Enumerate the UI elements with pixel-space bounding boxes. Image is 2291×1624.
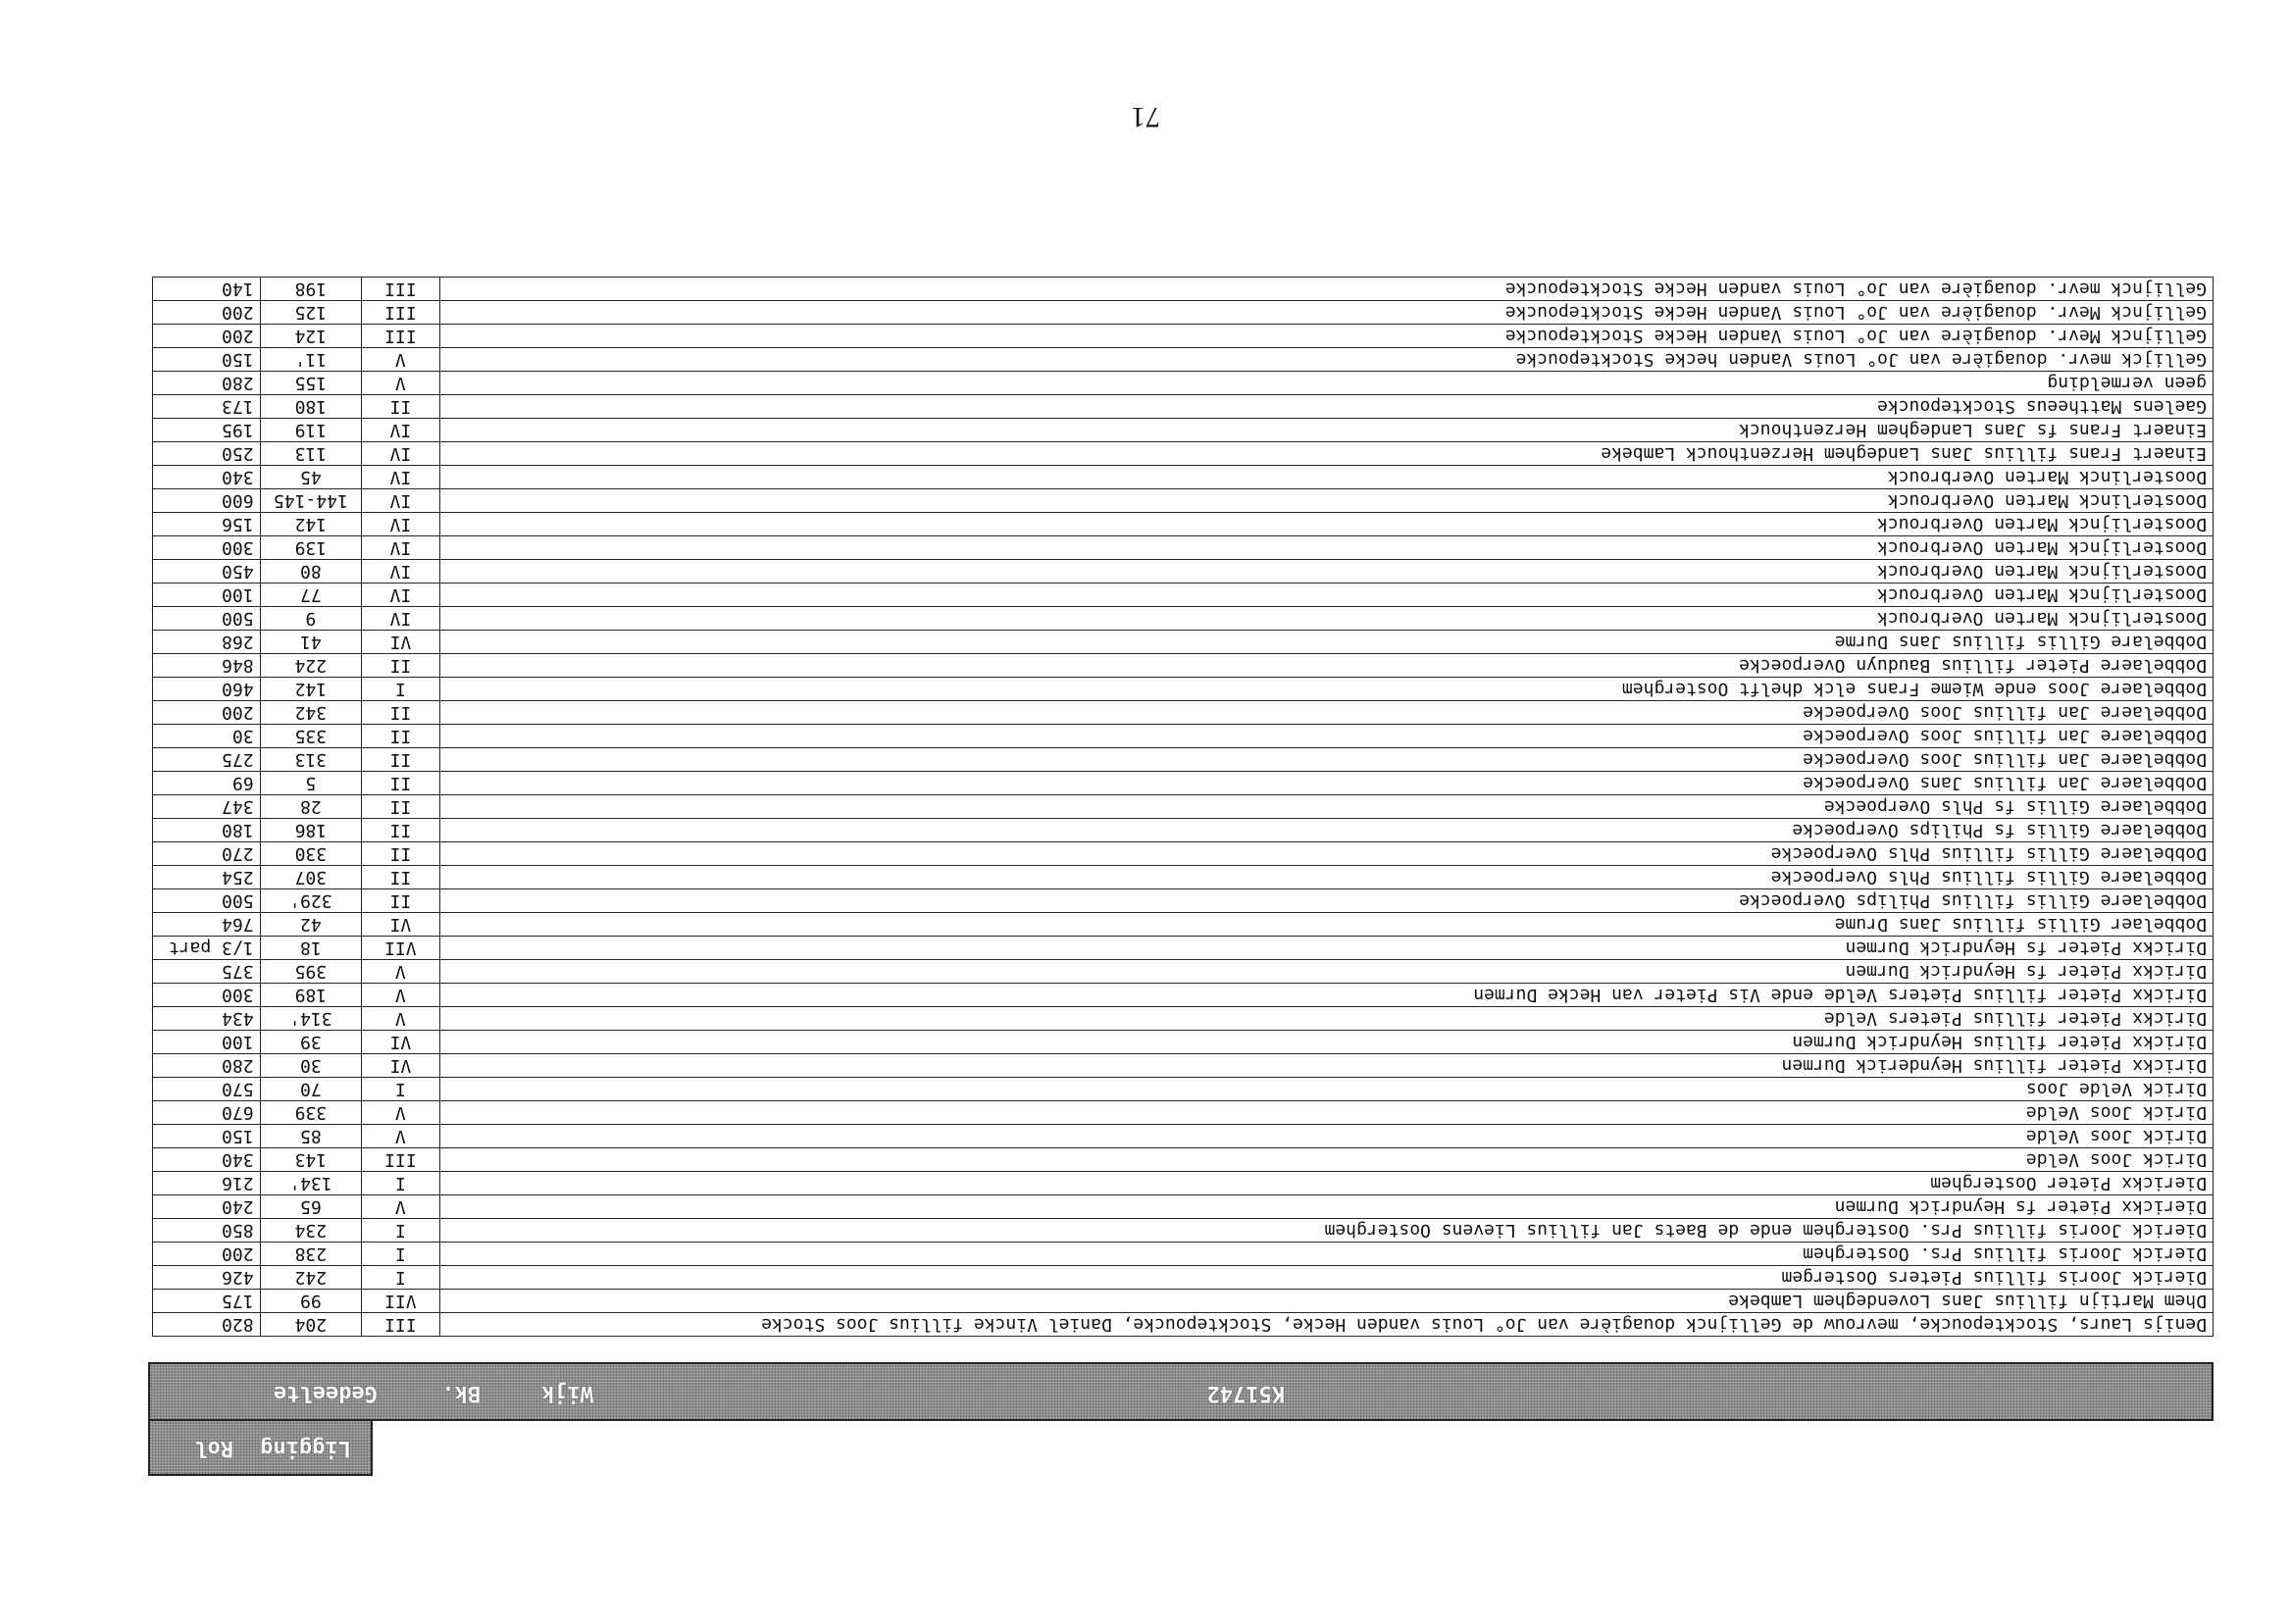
row-volume: VI [362, 1031, 439, 1054]
table-row [153, 960, 2214, 984]
table-row [153, 678, 2214, 701]
table-row [153, 607, 2214, 631]
row-area: 254 [153, 866, 261, 889]
row-area: 340 [153, 466, 261, 489]
row-area: 200 [153, 301, 261, 325]
row-description: Einaert Frans fs Jans Landeghem Herzenthouck [439, 419, 2213, 442]
row-area: 340 [153, 1148, 261, 1172]
row-description: Dirickx Pieter fillius Pieters Velde ende Vis Pieter van Hecke Durmen [439, 984, 2213, 1007]
row-area: 347 [153, 795, 261, 819]
table-row [153, 489, 2214, 513]
row-folio: 186 [260, 819, 362, 842]
table-row [153, 1172, 2214, 1195]
row-description: Dobbelare Gillis fillius Jans Durme [439, 631, 2213, 654]
row-description: Denijs Laurs, Stocktepoucke, mevrouw de Gellijnck douagière van Jo° Louis vanden Hecke, Stocktepoucke, Daniel Vincke fillius Joos Stocke [439, 1313, 2213, 1337]
table-row [153, 1266, 2214, 1290]
table-row [153, 819, 2214, 842]
row-description: Dirick Joos Velde [439, 1148, 2213, 1172]
table-row [153, 419, 2214, 442]
row-area: 195 [153, 419, 261, 442]
row-volume: IV [362, 489, 439, 513]
row-folio: 330 [260, 842, 362, 866]
row-volume: VI [362, 913, 439, 937]
table-row [153, 913, 2214, 937]
register-table-body [153, 278, 2214, 1337]
row-description: Dirickx Pieter fillius Pieters Velde [439, 1007, 2213, 1031]
row-area: 69 [153, 772, 261, 795]
row-volume: V [362, 1007, 439, 1031]
table-row [153, 795, 2214, 819]
row-area: 240 [153, 1195, 261, 1219]
row-folio: 198 [260, 278, 362, 301]
row-volume: I [362, 678, 439, 701]
row-description: Dobbelaere Gillis fillius Phls Overpoecke [439, 842, 2213, 866]
row-area: 270 [153, 842, 261, 866]
table-row [153, 278, 2214, 301]
row-area: 156 [153, 513, 261, 536]
table-row [153, 513, 2214, 536]
row-volume: IV [362, 513, 439, 536]
row-volume: IV [362, 442, 439, 466]
row-description: Doosterlijnck Marten Overbrouck [439, 536, 2213, 560]
row-volume: III [362, 301, 439, 325]
row-area: 268 [153, 631, 261, 654]
row-area: 180 [153, 819, 261, 842]
table-row [153, 1243, 2214, 1266]
row-folio: 189 [260, 984, 362, 1007]
row-description: Dobbelaere Jan fillius Joos Overpoecke [439, 725, 2213, 748]
row-folio: 42 [260, 913, 362, 937]
row-folio: 142 [260, 513, 362, 536]
row-volume: I [362, 1219, 439, 1243]
header-banner [148, 1362, 2214, 1421]
table-row [153, 1031, 2214, 1054]
row-area: 600 [153, 489, 261, 513]
table-row [153, 1007, 2214, 1031]
row-folio: 314' [260, 1007, 362, 1031]
row-description: Dirickx Pieter fs Heyndrick Durmen [439, 960, 2213, 984]
row-volume: IV [362, 560, 439, 584]
row-folio: 144-145 [260, 489, 362, 513]
row-volume: III [362, 1313, 439, 1337]
table-row [153, 560, 2214, 584]
row-folio: 335 [260, 725, 362, 748]
row-folio: 5 [260, 772, 362, 795]
row-folio: 70 [260, 1078, 362, 1101]
row-folio: 18 [260, 937, 362, 960]
row-description: Dobbelaere Jan fillius Jans Overpoecke [439, 772, 2213, 795]
table-row [153, 372, 2214, 395]
row-folio: 180 [260, 395, 362, 419]
row-volume: II [362, 866, 439, 889]
row-volume: I [362, 1172, 439, 1195]
row-folio: 143 [260, 1148, 362, 1172]
row-description: Dirick Joos Velde [439, 1101, 2213, 1125]
row-area: 450 [153, 560, 261, 584]
row-folio: 139 [260, 536, 362, 560]
row-area: 100 [153, 584, 261, 607]
table-row [153, 442, 2214, 466]
row-area: 570 [153, 1078, 261, 1101]
row-description: Doosterlinck Marten Overbrouck [439, 489, 2213, 513]
row-description: Dierickx Pieter Oosterghem [439, 1172, 2213, 1195]
row-volume: V [362, 372, 439, 395]
row-folio: 85 [260, 1125, 362, 1148]
row-area: 764 [153, 913, 261, 937]
row-volume: IV [362, 419, 439, 442]
row-area: 216 [153, 1172, 261, 1195]
row-description: Doosterlijnck Marten Overbrouck [439, 607, 2213, 631]
row-description: Dobbelaere Gillis fillius Philips Overpoecke [439, 889, 2213, 913]
row-volume: V [362, 984, 439, 1007]
row-description: Doosterlinck Marten Overbrouck [439, 466, 2213, 489]
row-folio: 113 [260, 442, 362, 466]
row-volume: IV [362, 466, 439, 489]
row-volume: VII [362, 937, 439, 960]
table-row [153, 654, 2214, 678]
row-description: Dirick Joos Velde [439, 1125, 2213, 1148]
table-row [153, 301, 2214, 325]
row-area: 30 [153, 725, 261, 748]
row-description: Dobbelaere Gillis fs Phls Overpoecke [439, 795, 2213, 819]
row-volume: V [362, 1195, 439, 1219]
row-volume: II [362, 725, 439, 748]
row-volume: II [362, 819, 439, 842]
reference-code: K51742 [1206, 1381, 1285, 1405]
row-volume: II [362, 654, 439, 678]
table-row [153, 889, 2214, 913]
row-folio: 313 [260, 748, 362, 772]
row-description: Dobbelaere Gillis fs Philips Overpoecke [439, 819, 2213, 842]
table-row [153, 984, 2214, 1007]
table-row [153, 1290, 2214, 1313]
table-row [153, 1148, 2214, 1172]
row-description: geen vermelding [439, 372, 2213, 395]
table-row [153, 1313, 2214, 1337]
row-description: Gellijnck mevr. douagière van Jo° Louis vanden Hecke Stocktepoucke [439, 278, 2213, 301]
row-description: Dobbelaere Joos ende Wieme Frans elck dhelft Oosterghem [439, 678, 2213, 701]
row-description: Dierick Jooris fillius Prs. Oosterghem ende de Baets Jan fillius Lievens Oosterghem [439, 1219, 2213, 1243]
row-volume: III [362, 1148, 439, 1172]
header-label-bk: Bk. [441, 1381, 481, 1405]
table-row [153, 937, 2214, 960]
row-description: Dobbelaere Pieter fillius Bauduyn Overpoecke [439, 654, 2213, 678]
row-folio: 242 [260, 1266, 362, 1290]
row-description: Dobbelaere Gillis fillius Phls Overpoecke [439, 866, 2213, 889]
row-description: Doosterlijnck Marten Overbrouck [439, 560, 2213, 584]
row-area: 434 [153, 1007, 261, 1031]
row-area: 300 [153, 984, 261, 1007]
row-area: 200 [153, 325, 261, 348]
row-description: Einaert Frans fillius Jans Landeghem Herzenthouck Lambeke [439, 442, 2213, 466]
row-description: Doosterlijnck Marten Overbrouck [439, 513, 2213, 536]
table-row [153, 842, 2214, 866]
row-description: Dirickx Pieter fillius Heyndrick Durmen [439, 1031, 2213, 1054]
row-volume: IV [362, 584, 439, 607]
row-volume: VI [362, 631, 439, 654]
row-area: 820 [153, 1313, 261, 1337]
row-description: Gaelens Mattheeus Stocktepoucke [439, 395, 2213, 419]
row-volume: I [362, 1078, 439, 1101]
table-row [153, 466, 2214, 489]
header-sub-label-rol: Rol [194, 1436, 233, 1460]
table-row [153, 325, 2214, 348]
row-volume: I [362, 1266, 439, 1290]
row-volume: IV [362, 536, 439, 560]
row-volume: I [362, 1243, 439, 1266]
row-area: 100 [153, 1031, 261, 1054]
table-row [153, 536, 2214, 560]
table-row [153, 866, 2214, 889]
row-volume: V [362, 960, 439, 984]
header-label-gedeelte: Gedeelte [274, 1381, 378, 1405]
table-row [153, 1125, 2214, 1148]
row-description: Dierick Jooris fillius Prs. Oosterghem [439, 1243, 2213, 1266]
row-folio: 234 [260, 1219, 362, 1243]
table-row [153, 701, 2214, 725]
table-row [153, 1195, 2214, 1219]
row-area: 150 [153, 1125, 261, 1148]
row-folio: 395 [260, 960, 362, 984]
row-area: 846 [153, 654, 261, 678]
header-sub-banner [148, 1419, 373, 1476]
row-folio: 204 [260, 1313, 362, 1337]
row-volume: II [362, 701, 439, 725]
row-folio: 124 [260, 325, 362, 348]
row-description: Dirick Velde Joos [439, 1078, 2213, 1101]
register-table [152, 277, 2214, 1337]
row-description: Dierickx Pieter fs Heyndrick Durmen [439, 1195, 2213, 1219]
row-area: 150 [153, 348, 261, 372]
row-area: 1/3 part [153, 937, 261, 960]
row-area: 500 [153, 607, 261, 631]
row-folio: 77 [260, 584, 362, 607]
row-description: Dobbelaer Gillis fillius Jans Drume [439, 913, 2213, 937]
row-folio: 119 [260, 419, 362, 442]
row-folio: 99 [260, 1290, 362, 1313]
row-folio: 30 [260, 1054, 362, 1078]
table-row [153, 725, 2214, 748]
row-description: Dierick Jooris fillius Pieters Oostergem [439, 1266, 2213, 1290]
row-folio: 238 [260, 1243, 362, 1266]
row-folio: 329' [260, 889, 362, 913]
row-area: 280 [153, 1054, 261, 1078]
row-folio: 142 [260, 678, 362, 701]
row-description: Gellijnck Mevr. douagière van Jo° Louis Vanden Hecke Stocktepoucke [439, 325, 2213, 348]
row-folio: 65 [260, 1195, 362, 1219]
row-area: 200 [153, 1243, 261, 1266]
row-description: Doosterlijnck Marten Overbrouck [439, 584, 2213, 607]
row-volume: IV [362, 607, 439, 631]
row-folio: 80 [260, 560, 362, 584]
row-volume: II [362, 889, 439, 913]
row-area: 173 [153, 395, 261, 419]
row-area: 375 [153, 960, 261, 984]
row-area: 200 [153, 701, 261, 725]
table-row [153, 772, 2214, 795]
row-folio: 224 [260, 654, 362, 678]
row-folio: 28 [260, 795, 362, 819]
table-row [153, 631, 2214, 654]
table-row [153, 584, 2214, 607]
row-volume: VI [362, 1054, 439, 1078]
row-description: Dirickx Pieter fillius Heynderick Durmen [439, 1054, 2213, 1078]
row-folio: 134' [260, 1172, 362, 1195]
row-area: 426 [153, 1266, 261, 1290]
page-number: 71 [1131, 101, 1160, 133]
row-description: Gellijnck Mevr. douagière van Jo° Louis Vanden Hecke Stocktepoucke [439, 301, 2213, 325]
header-sub-label-ligging: Ligging [260, 1436, 351, 1460]
row-volume: III [362, 278, 439, 301]
row-folio: 39 [260, 1031, 362, 1054]
row-folio: 155 [260, 372, 362, 395]
row-folio: 125 [260, 301, 362, 325]
row-volume: III [362, 325, 439, 348]
row-area: 300 [153, 536, 261, 560]
row-area: 500 [153, 889, 261, 913]
row-area: 275 [153, 748, 261, 772]
row-area: 670 [153, 1101, 261, 1125]
table-row [153, 1101, 2214, 1125]
row-folio: 342 [260, 701, 362, 725]
table-row [153, 1054, 2214, 1078]
row-area: 280 [153, 372, 261, 395]
row-description: Dobbelaere Jan fillius Joos Overpoecke [439, 701, 2213, 725]
row-volume: VII [362, 1290, 439, 1313]
row-volume: II [362, 395, 439, 419]
row-folio: 307 [260, 866, 362, 889]
row-volume: II [362, 772, 439, 795]
row-area: 175 [153, 1290, 261, 1313]
row-folio: 41 [260, 631, 362, 654]
table-row [153, 1078, 2214, 1101]
table-row [153, 395, 2214, 419]
table-row [153, 1219, 2214, 1243]
row-description: Dhem Martijn fillius Jans Lovendeghem Lambeke [439, 1290, 2213, 1313]
row-folio: 45 [260, 466, 362, 489]
row-folio: 11' [260, 348, 362, 372]
row-area: 140 [153, 278, 261, 301]
row-volume: V [362, 348, 439, 372]
row-description: Gellijck mevr. douagière van Jo° Louis Vanden hecke Stocktepoucke [439, 348, 2213, 372]
header-label-wijk: Wijk [541, 1381, 593, 1405]
row-area: 850 [153, 1219, 261, 1243]
row-description: Dobbelaere Jan fillius Joos Overpoecke [439, 748, 2213, 772]
row-volume: II [362, 842, 439, 866]
row-volume: V [362, 1125, 439, 1148]
row-description: Dirickx Pieter fs Heyndrick Durmen [439, 937, 2213, 960]
row-folio: 339 [260, 1101, 362, 1125]
row-volume: II [362, 748, 439, 772]
row-area: 250 [153, 442, 261, 466]
row-area: 460 [153, 678, 261, 701]
table-row [153, 748, 2214, 772]
table-row [153, 348, 2214, 372]
row-volume: V [362, 1101, 439, 1125]
row-volume: II [362, 795, 439, 819]
row-folio: 9 [260, 607, 362, 631]
